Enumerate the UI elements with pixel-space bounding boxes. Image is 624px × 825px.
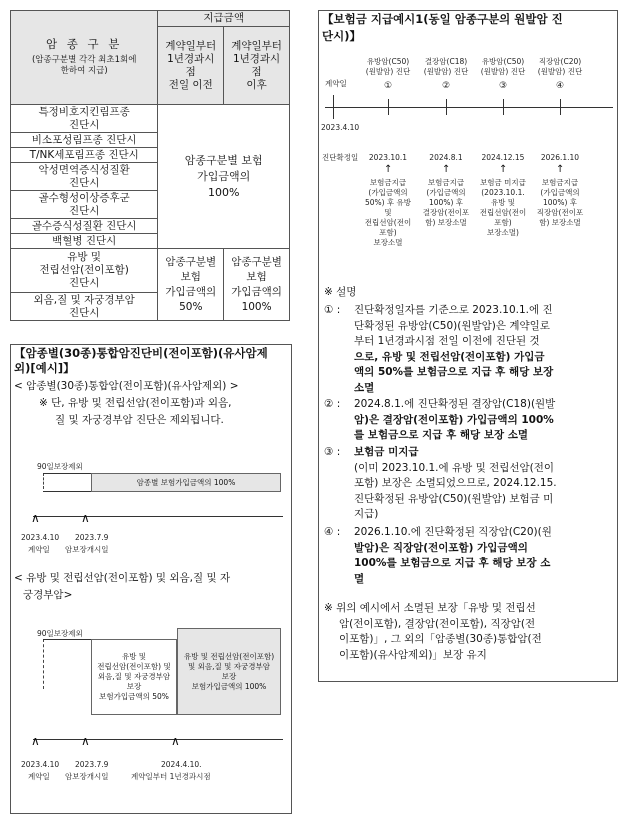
note-5	[324, 601, 614, 663]
merged-l1: 가입금액의	[197, 169, 251, 183]
n4-l3: 멸	[354, 572, 365, 585]
h2-l2: 점	[251, 65, 262, 78]
row3-l0: 악성면역증식성질환	[38, 163, 130, 176]
event-1-arrow-icon: ↑	[384, 164, 393, 175]
n4-l0: 2026.1.10.에 진단확정된 직장암(C20)(원	[354, 526, 552, 538]
table-row	[11, 105, 158, 133]
note-3	[324, 445, 614, 523]
e3d4: 포함)	[494, 218, 512, 227]
payment-header: 지급금액	[158, 11, 290, 27]
right-example-section	[318, 10, 618, 682]
breast-before-amount	[158, 249, 224, 321]
event-2-num: ②	[441, 81, 451, 91]
event-2-top	[419, 57, 473, 77]
d2b2-l0: 유방 및 전립선암(전이포함)	[183, 651, 275, 661]
e1d2: 50%) 후 유방	[364, 198, 412, 207]
event-4-top	[533, 57, 587, 77]
event-1-num: ①	[383, 81, 393, 91]
n5-l0: ※ 위의 예시에서 소멸된 보장「유방 및 전립선	[324, 602, 536, 614]
e2d0: 보험금지급	[427, 178, 465, 187]
left-sub-1: < 암종별(30종)통합암(전이포함)(유사암제외) >	[14, 380, 239, 392]
n3-l2: 포함) 보장은 소멸되었으므로, 2024.12.15.	[354, 477, 557, 489]
d1-date-2: 2023.7.9	[75, 533, 109, 542]
rb2-l1: 진단시	[68, 306, 100, 319]
e4d0: 보험금지급	[541, 178, 579, 187]
n2-l1: 암)은 결장암(전이포함) 가입금액의 100%	[354, 413, 554, 426]
after-1yr-header	[224, 27, 290, 105]
table-row	[11, 163, 158, 191]
table-row	[11, 191, 158, 219]
d2-box-100	[177, 628, 281, 715]
bb-l3: 50%	[179, 300, 203, 313]
e3t1: (원발암) 진단	[480, 67, 526, 76]
d2b1-l1: 전립선암(전이포함) 및	[97, 662, 171, 671]
timeline-axis	[325, 107, 613, 108]
event-4-tick	[560, 99, 561, 115]
h2-l1: 1년경과시	[232, 52, 281, 65]
contract-date: 2023.4.10	[321, 123, 360, 132]
n3-l4: 지급)	[354, 508, 379, 520]
h1-l2: 점	[185, 65, 196, 78]
d2-arrow-icon-3: ∧	[171, 734, 180, 748]
n5-l1: 암(전이포함), 결장암(전이포함), 직장암(전	[339, 617, 536, 630]
explanation-title: ※ 설명	[324, 286, 357, 298]
rb1-l2: 진단시	[68, 277, 100, 289]
right-title-1: 【보험금 지급예시1(동일 암종구분의 원발암 진	[322, 12, 563, 26]
d2-arrow-icon-1: ∧	[31, 734, 40, 748]
e2d1: (가입금액의	[426, 188, 466, 197]
n1-l5: 소멸	[354, 381, 375, 394]
event-2-arrow-icon: ↑	[442, 164, 451, 175]
table-row: T/NK세포림프종 진단시	[11, 148, 158, 163]
contract-tick	[333, 95, 334, 119]
d1-top-line	[43, 473, 91, 474]
e3d3: 전립선암(전이	[479, 208, 527, 217]
rb2-l0: 외음,질 및 자궁경부암	[33, 293, 135, 306]
note-4-mark: ④ :	[324, 526, 341, 538]
n1-l3: 으로, 유방 및 전립선암(전이포함) 가입금	[354, 350, 545, 363]
e1d5: 포함)	[379, 228, 397, 237]
row0-l0: 특정비호지킨림프종	[38, 105, 130, 118]
rb1-l0: 유방 및	[67, 251, 102, 263]
d2b2-l1: 및 외음,질 및 자궁경부암	[188, 661, 270, 671]
merged-amount	[158, 105, 290, 249]
e1d1: (가입금액의	[368, 188, 408, 197]
d2-arrow-icon-2: ∧	[81, 734, 90, 748]
event-3-date: 2024.12.15	[481, 153, 525, 162]
e1d3: 및	[384, 208, 392, 217]
e1t0: 유방암(C50)	[366, 57, 410, 66]
cancer-type-header	[11, 11, 158, 105]
e1d6: 보장소멸	[373, 238, 403, 247]
event-1-date: 2023.10.1	[368, 153, 408, 162]
event-3-arrow-icon: ↑	[499, 164, 508, 175]
note-1-mark: ① :	[324, 304, 341, 316]
d2-dash	[43, 639, 44, 689]
d2-axis	[33, 739, 283, 740]
e3d0: 보험금 미지급	[480, 178, 526, 187]
event-4-num: ④	[555, 81, 565, 91]
event-1-desc	[361, 178, 415, 248]
event-1-top	[363, 57, 413, 77]
event-1-tick	[388, 99, 389, 115]
d1-payment-box: 암종별 보험가입금액의 100%	[91, 473, 281, 492]
left-note-1: ※ 단, 유방 및 전립선암(전이포함)과 외음,	[39, 397, 232, 409]
breast-after-amount	[224, 249, 290, 321]
h2-l0: 계약일부터	[231, 39, 282, 52]
d2-date-2: 2023.7.9	[75, 760, 109, 769]
d2-exclusion-label: 90일보장제외	[37, 629, 83, 638]
n3-l1: (이미 2023.10.1.에 유방 및 전립선암(전이	[354, 461, 555, 474]
e3d1: (2023.10.1.	[481, 188, 525, 197]
e2d3: 결장암(전이포	[422, 208, 470, 217]
n1-l1: 단확정된 유방암(C50)(원발암)은 계약일로	[354, 319, 550, 332]
note-4-body	[354, 525, 614, 587]
note-3-body	[354, 445, 614, 523]
d2b2-l2: 보장	[221, 671, 237, 681]
e3t0: 유방암(C50)	[481, 57, 525, 66]
ba-l2: 가입금액의	[231, 285, 282, 298]
n1-l0: 진단확정일자를 기준으로 2023.10.1.에 진	[354, 304, 553, 316]
merged-l0: 암종구분별 보험	[184, 153, 263, 167]
note-2-body	[354, 397, 614, 444]
diagnosis-label: 진단확정일	[322, 153, 359, 162]
d2-label-2: 암보장개시일	[65, 772, 109, 781]
ba-l1: 보험	[246, 270, 267, 283]
e4d3: 직장암(전이포	[536, 208, 584, 217]
d2b1-l2: 외음,질 및 자궁경부암	[97, 672, 171, 681]
d1-exclusion-label: 90일보장제외	[37, 462, 83, 471]
rb1-l1: 전립선암(전이포함)	[39, 264, 129, 276]
d1-arrow-icon-1: ∧	[31, 511, 40, 525]
d2b1-l0: 유방 및	[121, 652, 147, 661]
event-4-arrow-icon: ↑	[556, 164, 565, 175]
note-1	[324, 303, 614, 396]
e2d2: 100%) 후	[429, 198, 463, 207]
d1-arrow-icon-2: ∧	[81, 511, 90, 525]
bb-l0: 암종구분별	[165, 255, 217, 268]
event-4-date: 2026.1.10	[540, 153, 580, 162]
event-3-tick	[503, 99, 504, 115]
e4d4: 함) 보장소멸	[539, 218, 581, 227]
e4t1: (원발암) 진단	[537, 67, 583, 76]
event-2-desc	[419, 178, 473, 228]
event-3-top	[475, 57, 531, 77]
e3d2: 유방 및	[490, 198, 516, 207]
table-row: 비소포성림프종 진단시	[11, 133, 158, 148]
note-3-mark: ③ :	[324, 446, 341, 458]
ba-l0: 암종구분별	[231, 255, 282, 268]
event-3-desc	[473, 178, 533, 238]
event-3-num: ③	[498, 81, 508, 91]
table-row	[11, 293, 158, 321]
cancer-type-sub1: (암종구분별 각각 최초1회에	[31, 55, 137, 65]
e1d0: 보험금지급	[369, 178, 407, 187]
note-2-mark: ② :	[324, 398, 341, 410]
left-title-1: 【암종별(30종)통합암진단비(전이포함)(유사암제	[14, 346, 268, 360]
d1-label-2: 암보장개시일	[65, 545, 109, 554]
row3-l1: 진단시	[68, 176, 100, 189]
d2-date-3: 2024.4.10.	[161, 760, 202, 769]
n2-l2: 를 보험금으로 지급 후 해당 보장 소멸	[354, 429, 529, 441]
table-row: 백혈병 진단시	[11, 234, 158, 249]
e4t0: 직장암(C20)	[538, 57, 582, 66]
row4-l0: 골수형성이상증후군	[38, 191, 130, 204]
left-note-2: 질 및 자궁경부암 진단은 제외됩니다.	[55, 414, 224, 426]
contract-label: 계약일	[325, 79, 347, 88]
h1-l0: 계약일부터	[165, 39, 217, 52]
d1-label-1: 계약일	[28, 545, 50, 554]
n4-l2: 100%를 보험금으로 지급 후 해당 보장 소	[354, 557, 551, 569]
e4d2: 100%) 후	[543, 198, 577, 207]
n4-l1: 발암)은 직장암(전이포함) 가입금액의	[354, 541, 528, 554]
d2-label-1: 계약일	[28, 772, 50, 781]
before-1yr-header	[158, 27, 224, 105]
cancer-type-sub2: 한하여 지급)	[60, 66, 108, 76]
left-sub-2a: < 유방 및 전립선암(전이포함) 및 외음,질 및 자	[14, 572, 231, 584]
e2t0: 결장암(C18)	[424, 57, 468, 66]
d2b1-l4: 보험가입금액의 50%	[99, 692, 169, 701]
note-1-body	[354, 303, 614, 396]
d1-dash	[43, 473, 44, 489]
ba-l3: 100%	[241, 300, 272, 313]
event-2-date: 2024.8.1	[429, 153, 463, 162]
n3-l0: 보험금 미지급	[354, 446, 419, 458]
d1-axis	[33, 516, 283, 517]
n5-l2: 이포함)」, 그 외의「암종별(30종)통합암(전	[339, 633, 542, 645]
h1-l1: 1년경과시	[167, 52, 215, 65]
row0-l1: 진단시	[68, 118, 100, 131]
d2-top-line	[43, 639, 91, 640]
row4-l1: 진단시	[68, 204, 100, 217]
h1-l3: 전일 이전	[168, 78, 213, 91]
n5-l3: 이포함)(유사암제외)」보장 유지	[339, 648, 487, 661]
e1t1: (원발암) 진단	[365, 67, 411, 76]
right-title-2: 단시)】	[322, 29, 361, 43]
event-2-tick	[446, 99, 447, 115]
d1-mid-line	[43, 491, 91, 492]
d2-label-3: 계약일부터 1년경과시점	[131, 772, 211, 781]
n1-l4: 액의 50%를 보험금으로 지급 후 해당 보장	[354, 366, 554, 378]
d1-date-1: 2023.4.10	[21, 533, 60, 542]
d2-date-1: 2023.4.10	[21, 760, 60, 769]
e2t1: (원발암) 진단	[423, 67, 469, 76]
d2b2-l3: 보험가입금액의 100%	[191, 681, 267, 691]
left-sub-2b: 궁경부암>	[23, 589, 73, 601]
note-4	[324, 525, 614, 587]
bb-l1: 보험	[180, 270, 201, 283]
left-title-2: 외)[예시]】	[14, 361, 75, 375]
table-row	[11, 249, 158, 293]
event-4-desc	[531, 178, 589, 228]
table-row: 골수증식성질환 진단시	[11, 219, 158, 234]
e4d1: (가입금액의	[540, 188, 580, 197]
e2d4: 함) 보장소멸	[425, 218, 467, 227]
n2-l0: 2024.8.1.에 진단확정된 결장암(C18)(원발	[354, 398, 556, 410]
coverage-table	[10, 10, 290, 321]
e1d4: 전립선암(전이	[364, 218, 412, 227]
h2-l3: 이후	[246, 78, 267, 91]
note-2	[324, 397, 614, 444]
bb-l2: 가입금액의	[165, 285, 217, 298]
d2b1-l3: 보장	[126, 682, 142, 691]
merged-l2: 100%	[207, 185, 240, 199]
n3-l3: 진단확정된 유방암(C50)(원발암) 보험금 미	[354, 492, 554, 505]
n1-l2: 부터 1년경과시점 전일 이전에 진단된 것	[354, 335, 540, 347]
cancer-type-title: 암 종 구 분	[45, 37, 123, 51]
e3d5: 보장소멸)	[487, 228, 519, 237]
d2-box-50	[91, 639, 177, 715]
left-example-section	[10, 344, 292, 814]
